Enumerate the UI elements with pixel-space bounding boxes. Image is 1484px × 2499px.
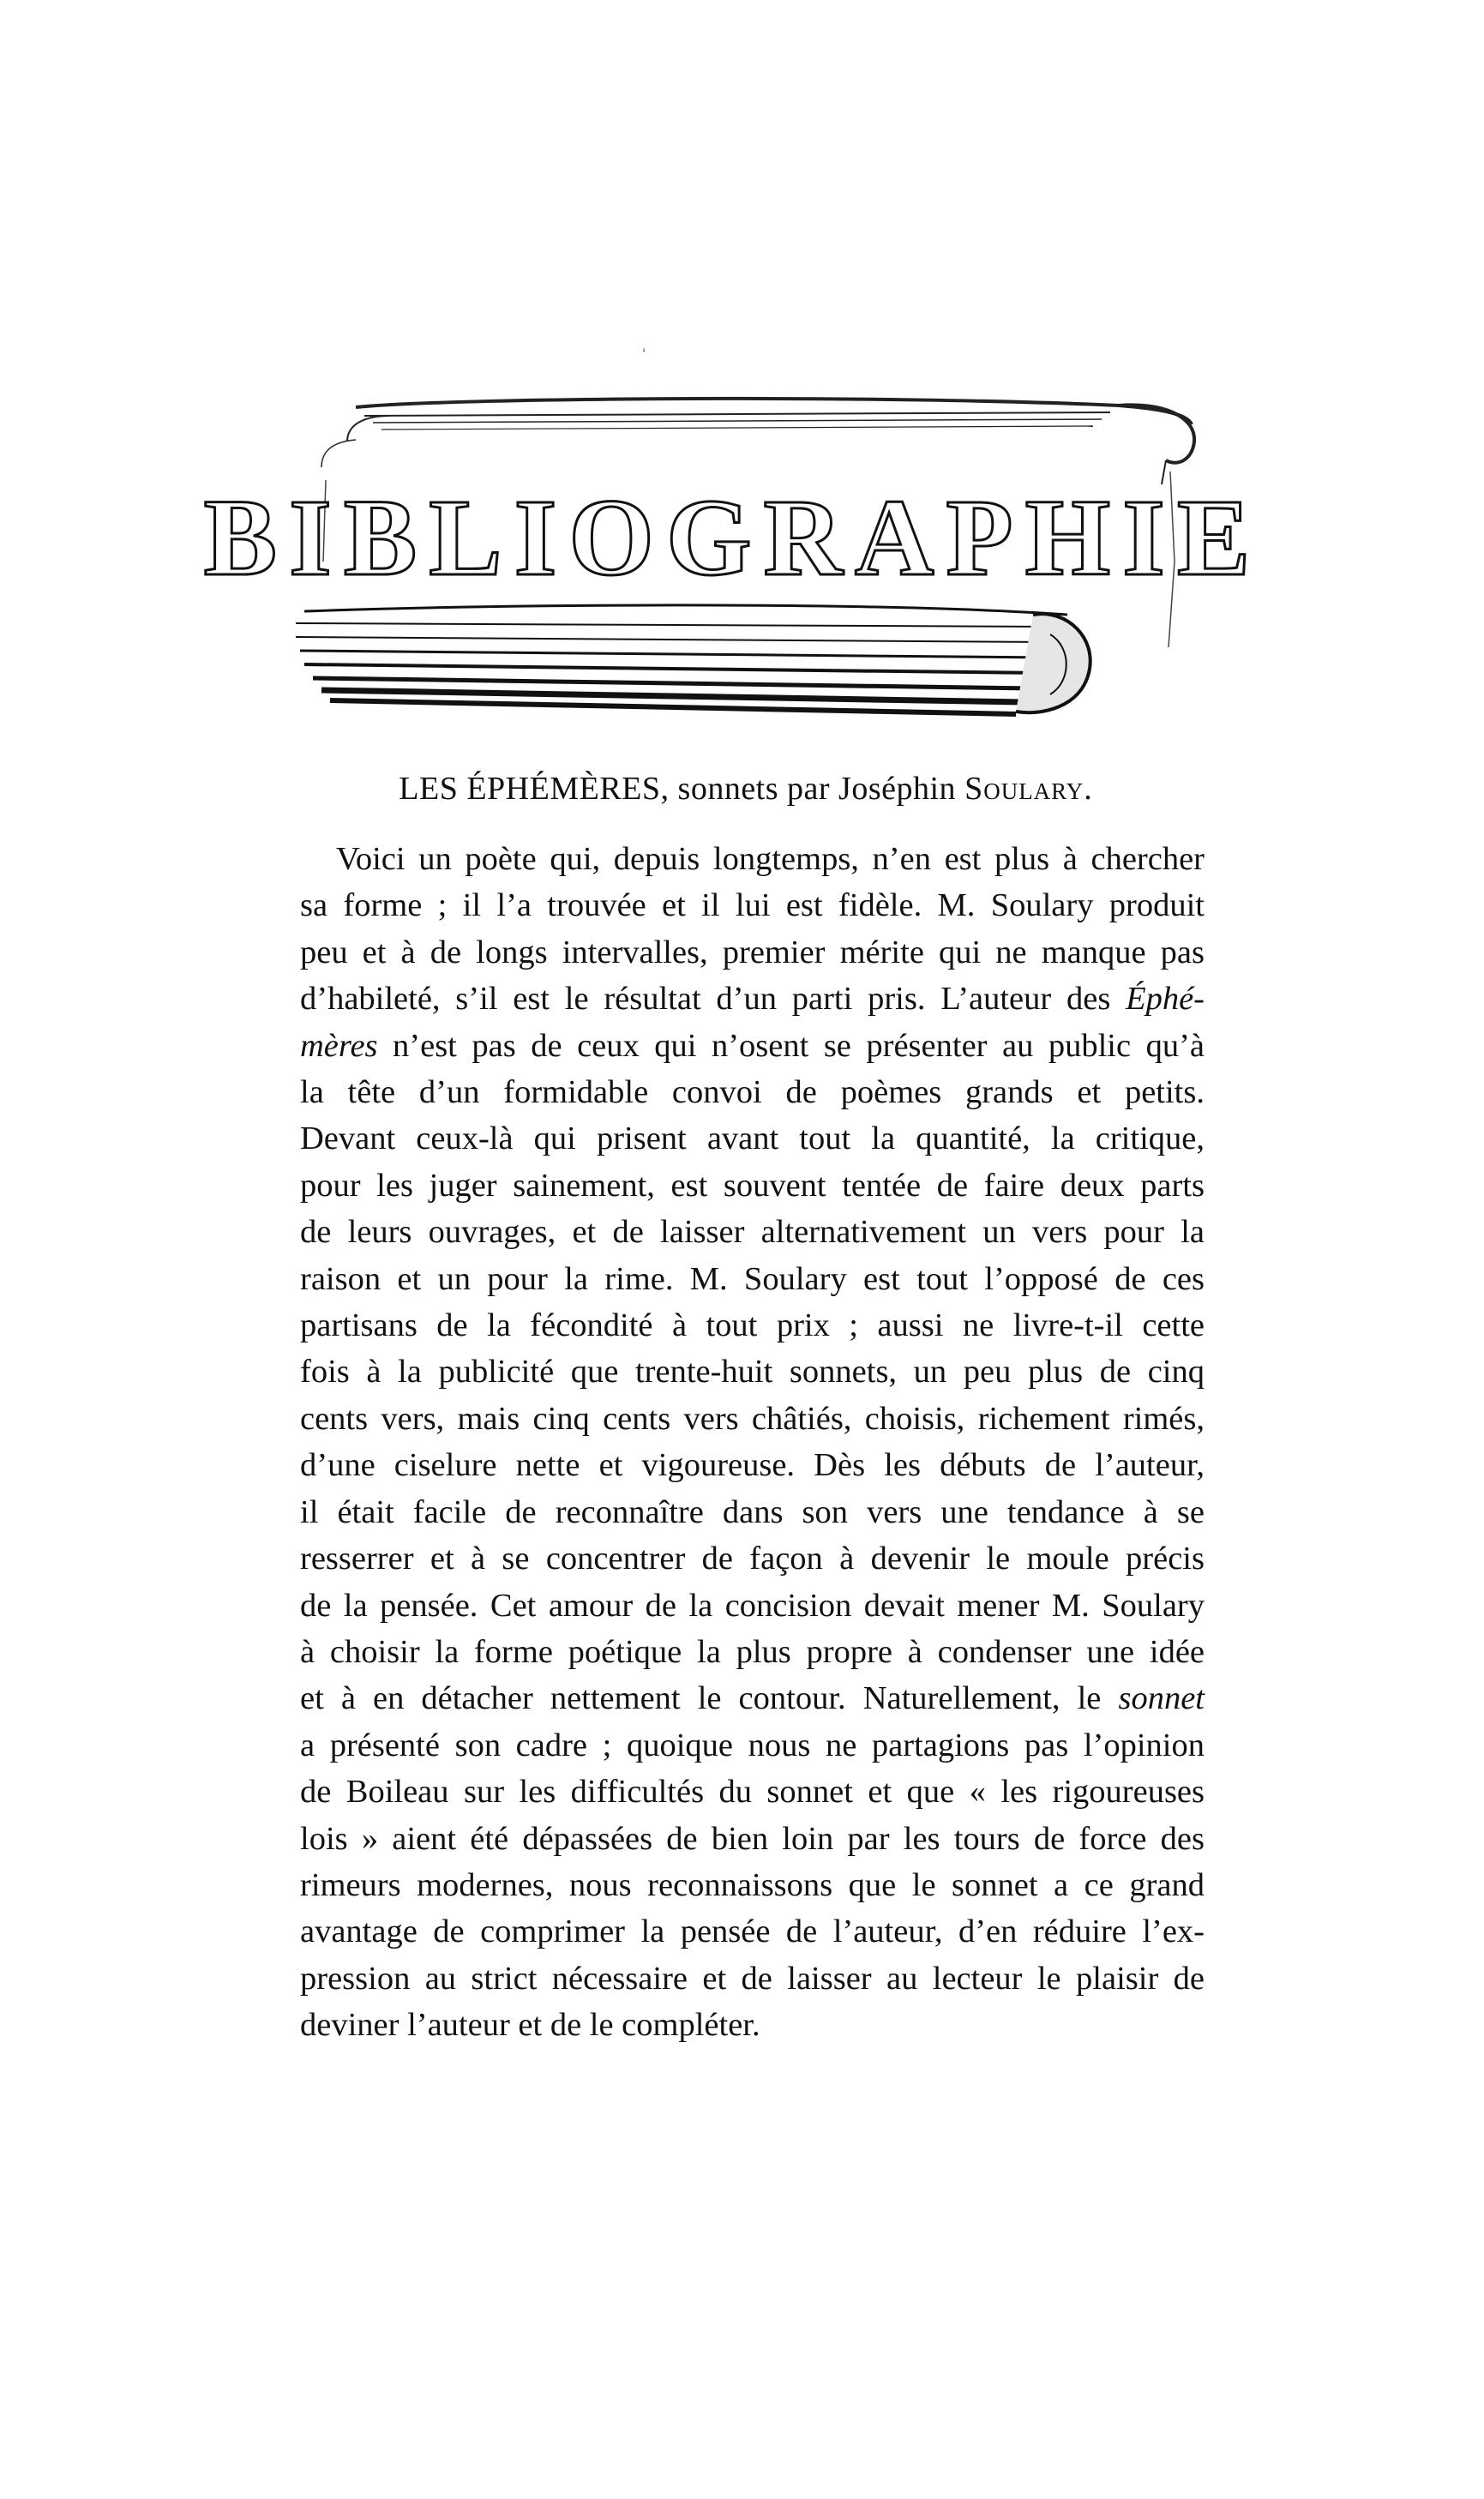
text-line <box>300 1442 1205 1488</box>
text-line <box>300 1816 1205 1862</box>
bibliographie-banner <box>203 390 1263 746</box>
book-title: LES ÉPHÉMÈRES, <box>399 771 670 807</box>
banner-title: BIBLIOGRAPHIE <box>203 477 1263 598</box>
text-line <box>300 836 1205 882</box>
line-text: et à en détacher nettement le contour. Naturellement, le <box>300 1680 1119 1717</box>
line-text: peu et à de longs intervalles, premier mérite qui ne manque pas <box>300 934 1205 970</box>
line-text: deviner l’auteur et de le compléter. <box>300 2007 760 2044</box>
scroll-top-roll <box>321 399 1194 484</box>
text-line <box>300 1769 1205 1815</box>
italic-text: Éphé- <box>1126 981 1205 1018</box>
text-line <box>300 1162 1205 1209</box>
italic-text: sonnet <box>1118 1680 1205 1717</box>
line-text: il était facile de reconnaître dans son vers une tendance à se <box>300 1493 1205 1530</box>
text-line <box>300 1629 1205 1675</box>
line-text: fois à la publicité que trente-huit sonnets, un peu plus de cinq <box>300 1354 1205 1391</box>
line-text: pression au strict nécessaire et de laisser au lecteur le plaisir de <box>300 1960 1205 1997</box>
text-line <box>300 1955 1205 2002</box>
book-heading <box>300 767 1192 810</box>
line-text: de Boileau sur les difficultés du sonnet et que « les rigoureuses <box>300 1774 1205 1811</box>
text-line <box>300 1535 1205 1582</box>
margin-mark: ‘ <box>641 345 647 363</box>
text-line <box>300 1396 1205 1442</box>
line-text: d’une ciselure nette et vigoureuse. Dès les débuts de l’auteur, <box>300 1447 1205 1484</box>
text-line <box>300 1489 1205 1535</box>
line-text: raison et un pour la rime. M. Soulary est tout l’opposé de ces <box>300 1260 1205 1297</box>
text-line <box>300 1302 1205 1349</box>
line-text: sa forme ; il l’a trouvée et il lui est fidèle. M. Soulary produit <box>300 887 1205 924</box>
text-line <box>300 1862 1205 1908</box>
line-text: d’habileté, s’il est le résultat d’un parti pris. L’auteur des <box>300 981 1127 1018</box>
line-text: n’est pas de ceux qui n’osent se présenter au public qu’à <box>377 1027 1205 1064</box>
text-line <box>300 1256 1205 1302</box>
text-line <box>300 882 1205 928</box>
book-author: Soulary. <box>964 771 1093 807</box>
line-text: de leurs ouvrages, et de laisser alternativement un vers pour la <box>300 1214 1205 1251</box>
line-text: partisans de la fécondité à tout prix ; aussi ne livre-t-il cette <box>300 1307 1205 1344</box>
line-text: rimeurs modernes, nous reconnaissons que le sonnet a ce grand <box>300 1866 1205 1903</box>
text-line <box>300 1115 1205 1162</box>
line-text: de la pensée. Cet amour de la concision devait mener M. Soulary <box>300 1587 1205 1624</box>
line-text: Devant ceux-là qui prisent avant tout la quantité, la critique, <box>300 1120 1205 1157</box>
scroll-bottom-roll <box>296 605 1090 714</box>
book-heading-text: sonnets par Joséphin <box>669 771 965 807</box>
italic-text: mères <box>300 1027 378 1064</box>
line-text: a présenté son cadre ; quoique nous ne partagions pas l’opinion <box>300 1727 1205 1763</box>
line-text: lois » aient été dépassées de bien loin par les tours de force des <box>300 1820 1205 1857</box>
line-text: la tête d’un formidable convoi de poèmes grands et petits. <box>300 1074 1205 1111</box>
review-paragraph <box>300 836 1205 2049</box>
text-line <box>300 976 1205 1022</box>
line-text: à choisir la forme poétique la plus propre à condenser une idée <box>300 1633 1205 1670</box>
text-line <box>300 1908 1205 1955</box>
line-text: avantage de comprimer la pensée de l’auteur, d’en réduire l’ex- <box>300 1913 1205 1950</box>
text-line <box>300 1722 1205 1769</box>
text-line <box>300 929 1205 976</box>
text-line <box>300 1069 1205 1115</box>
line-text: Voici un poète qui, depuis longtemps, n’en est plus à chercher <box>336 841 1205 877</box>
text-line <box>300 2002 1205 2048</box>
line-text: resserrer et à se concentrer de façon à devenir le moule précis <box>300 1541 1205 1577</box>
text-line <box>300 1023 1205 1069</box>
line-text: cents vers, mais cinq cents vers châtiés, choisis, richement rimés, <box>300 1400 1205 1437</box>
text-line <box>300 1675 1205 1721</box>
text-line <box>300 1349 1205 1395</box>
line-text: pour les juger sainement, est souvent tentée de faire deux parts <box>300 1167 1205 1204</box>
text-line <box>300 1209 1205 1255</box>
text-line <box>300 1583 1205 1629</box>
